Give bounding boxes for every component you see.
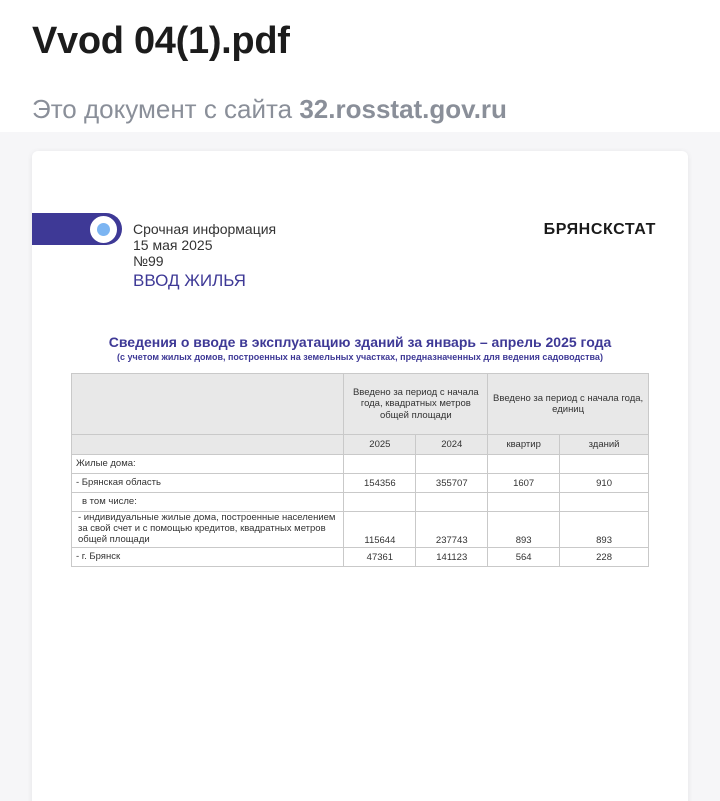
cell-2025: [344, 493, 416, 512]
cell-buildings: [560, 493, 649, 512]
cell-2025: [344, 455, 416, 474]
cell-buildings: 228: [560, 548, 649, 567]
row-label: в том числе:: [72, 493, 344, 512]
agency-name: БРЯНСКСТАТ: [543, 221, 656, 238]
cell-2024: 141123: [416, 548, 488, 567]
table-subtitle: (с учетом жилых домов, построенных на земельных участках, предназначенных для ведения садоводства): [117, 352, 603, 362]
source-line: [32, 94, 507, 125]
header-apartments: квартир: [488, 435, 560, 455]
cell-apartments: 564: [488, 548, 560, 567]
table-row: [72, 474, 649, 493]
cell-2024: [416, 493, 488, 512]
cell-apartments: [488, 493, 560, 512]
cell-2024: [416, 455, 488, 474]
cell-apartments: 1607: [488, 474, 560, 493]
info-label: Срочная информация: [133, 221, 277, 237]
source-domain-link[interactable]: 32.rosstat.gov.ru: [299, 94, 507, 124]
header-buildings: зданий: [560, 435, 649, 455]
doc-number: №99: [133, 253, 164, 269]
cell-2024: 237743: [416, 512, 488, 548]
cell-2025: 115644: [344, 512, 416, 548]
table-title: Сведения о вводе в эксплуатацию зданий за январь – апрель 2025 года: [108, 334, 612, 350]
cell-buildings: 893: [560, 512, 649, 548]
table-row: [72, 493, 649, 512]
row-label: Жилые дома:: [72, 455, 344, 474]
header-2024: 2024: [416, 435, 488, 455]
header-units-group: Введено за период с начала года, единиц: [488, 374, 649, 435]
cell-2024: 355707: [416, 474, 488, 493]
source-prefix: Это документ с сайта: [32, 94, 293, 124]
cell-2025: 47361: [344, 548, 416, 567]
file-title: Vvod 04(1).pdf: [32, 20, 290, 62]
table-row: [72, 548, 649, 567]
table-row: [72, 455, 649, 474]
doc-title: ВВОД ЖИЛЬЯ: [133, 271, 246, 290]
row-label: - Брянская область: [72, 474, 344, 493]
cell-apartments: [488, 455, 560, 474]
document-page: [32, 151, 688, 801]
doc-date: 15 мая 2025: [133, 237, 213, 253]
cell-2025: 154356: [344, 474, 416, 493]
cell-buildings: 910: [560, 474, 649, 493]
cell-buildings: [560, 455, 649, 474]
header-empty-cell: [72, 435, 344, 455]
housing-table: [71, 373, 649, 567]
header-2025: 2025: [344, 435, 416, 455]
row-label: - индивидуальные жилые дома, построенные населением за свой счет и с помощью кредитов, квадратных метров общей площади: [72, 512, 344, 548]
row-label: - г. Брянск: [72, 548, 344, 567]
header-area-group: Введено за период с начала года, квадратных метров общей площади: [344, 374, 488, 435]
header-empty-cell: [72, 374, 344, 435]
brand-logo-dot: [97, 223, 110, 236]
cell-apartments: 893: [488, 512, 560, 548]
table-row: [72, 512, 649, 548]
